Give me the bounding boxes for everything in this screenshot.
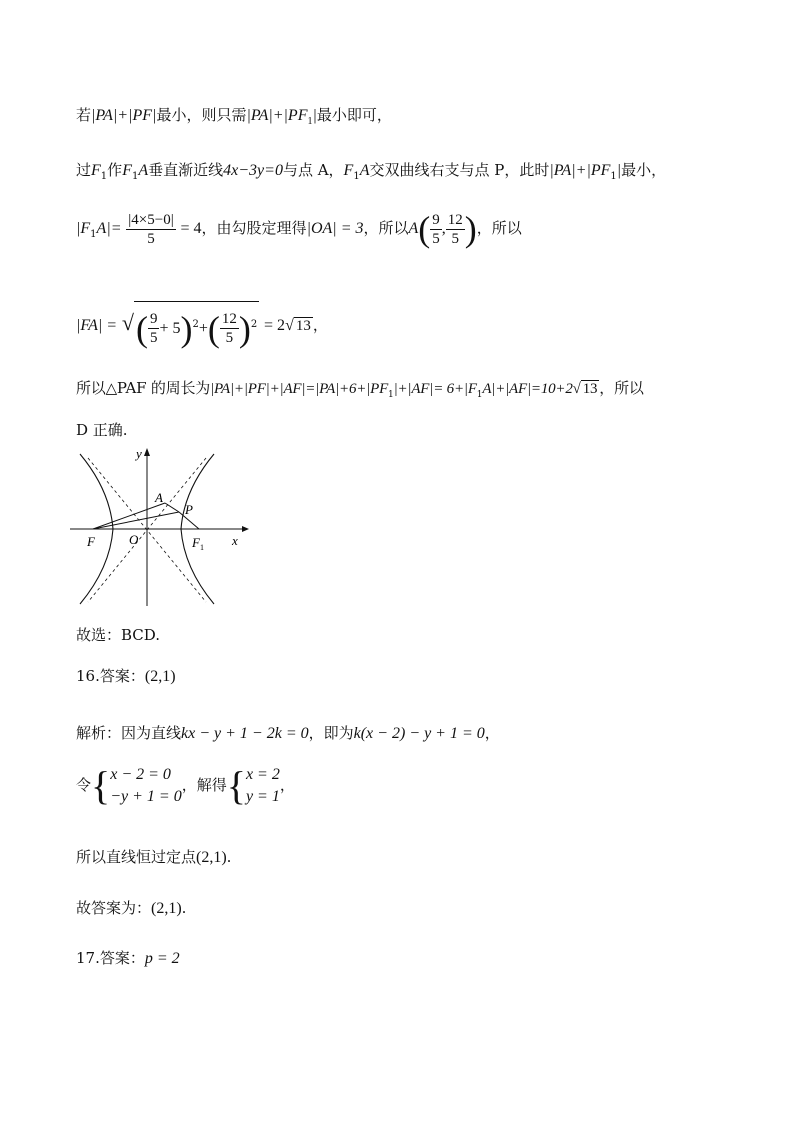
text: 若 (76, 106, 92, 124)
fraction (220, 310, 239, 347)
math-sub: 1 (476, 390, 483, 400)
fraction-numerator: 12 (447, 211, 463, 228)
math: kx − y + 1 − 2k = 0 (181, 725, 309, 742)
math: p = 2 (144, 950, 180, 967)
text: 与点 A， (282, 161, 344, 179)
text-line-2 (76, 158, 666, 189)
math: 4x−3y=0 (223, 162, 283, 179)
math: = 4 (180, 220, 202, 237)
math: A|+|AF|=10+2 (482, 381, 573, 397)
math: |F (76, 220, 91, 237)
math: F (343, 162, 354, 179)
equation: x − 2 = 0 (110, 766, 171, 783)
text-line-13 (76, 946, 180, 971)
fraction-denominator: 5 (149, 330, 158, 346)
math-sub: 1 (610, 171, 617, 182)
math-sub: 1 (307, 116, 313, 127)
text-line-6 (76, 418, 128, 442)
brace: { (91, 763, 111, 808)
label-F: F (87, 534, 95, 549)
label-F1-sub: 1 (200, 543, 204, 552)
text: 解析：因为直线 (76, 724, 182, 742)
fraction-denominator: 5 (432, 230, 440, 247)
text: ，所以 (599, 379, 644, 397)
text: 过 (76, 161, 92, 179)
text: 最小即可， (316, 106, 392, 124)
brace: { (226, 763, 246, 808)
segment-AP (165, 503, 179, 512)
text-line-7 (76, 623, 160, 647)
math: (2,1) (151, 900, 182, 917)
text: 最小，则只需 (156, 106, 247, 124)
text: . (226, 848, 232, 866)
paren-open: ( (207, 308, 220, 349)
fraction-numerator: 9 (432, 211, 440, 228)
sqrt-sign: √ (285, 317, 294, 334)
text: ，即为 (308, 724, 354, 742)
math: |OA| = 3 (306, 220, 364, 237)
text: ， (484, 724, 500, 742)
paren-close: ) (238, 308, 251, 349)
label-x: x (232, 533, 238, 548)
text-line-4 (76, 300, 328, 352)
text: 所以直线恒过定点 (76, 848, 197, 866)
text: 16.答案： (76, 667, 145, 685)
math: (2,1) (144, 668, 176, 685)
label-F1: F (192, 535, 200, 550)
text: 故选：BCD. (76, 626, 161, 644)
text: ， (312, 316, 328, 334)
math: + 5 (159, 319, 181, 337)
fraction (446, 211, 465, 248)
segment-FP (93, 512, 179, 529)
sqrt-body (134, 301, 259, 352)
paren-open: ( (418, 209, 431, 249)
text-line-10 (76, 762, 295, 809)
text: ， (279, 776, 295, 794)
text: ，所以 (476, 219, 522, 237)
math: (2,1) (196, 849, 227, 866)
fraction (430, 211, 442, 248)
fraction-numerator: 9 (149, 311, 158, 327)
paren-open: ( (135, 308, 148, 349)
sqrt-sign: √ (121, 310, 134, 335)
equation-system (110, 764, 182, 808)
math: |FA| = (76, 317, 118, 334)
text-line-9 (76, 721, 500, 746)
text: ，由勾股定理得 (201, 219, 307, 237)
equation: x = 2 (245, 766, 280, 783)
sqrt-radicand: 13 (295, 318, 311, 334)
fraction-denominator: 5 (147, 230, 155, 247)
math: A (138, 162, 149, 179)
math: A (359, 162, 370, 179)
equation: y = 1 (245, 788, 280, 805)
paren-close: ) (180, 308, 193, 349)
math: | (616, 162, 622, 179)
math: |PA|+|PF (246, 107, 308, 124)
sqrt-radicand: 13 (582, 381, 598, 397)
math-sup: 2 (192, 318, 199, 330)
math: F (91, 162, 101, 179)
text: 令 (76, 776, 92, 794)
paren-close: ) (464, 209, 477, 249)
text: 垂直渐近线 (148, 161, 224, 179)
math-sub: 1 (388, 390, 394, 400)
text-line-11 (76, 845, 231, 870)
text: 故答案为： (76, 899, 152, 917)
x-axis-arrow (242, 526, 249, 532)
math: F (122, 162, 132, 179)
text: ，所以 (363, 219, 409, 237)
text-line-5 (76, 376, 644, 407)
label-P: P (185, 502, 193, 517)
math: = 2 (264, 317, 286, 334)
math: k(x − 2) − y + 1 = 0 (353, 725, 485, 742)
segment-FA (93, 503, 165, 529)
math-sub: 1 (131, 171, 139, 182)
math: , (441, 220, 446, 237)
label-A: A (155, 490, 163, 505)
math: + (198, 319, 208, 337)
math: | (312, 107, 317, 124)
equation: −y + 1 = 0 (110, 788, 182, 805)
text: . (181, 899, 187, 917)
y-axis-arrow (144, 448, 150, 456)
math: A|= (96, 220, 122, 237)
text-line-12 (76, 896, 186, 921)
text-line-8 (76, 664, 176, 689)
math-sup: 2 (250, 318, 258, 330)
fraction-numerator: |4×5−0| (128, 211, 174, 228)
fraction-denominator: 5 (225, 330, 234, 346)
fraction-numerator: 12 (221, 311, 237, 327)
label-O: O (129, 532, 139, 547)
text: 17.答案： (76, 949, 145, 967)
text: 交双曲线右支与点 P，此时 (369, 161, 550, 179)
equation-system (246, 764, 280, 808)
math: |+|AF|= 6+|F (393, 381, 477, 397)
label-y: y (136, 446, 142, 461)
text: ，解得 (181, 776, 227, 794)
math: A (408, 220, 419, 237)
math: |PA|+|PF|+|AF|=|PA|+6+|PF (210, 381, 389, 397)
text: 所以△PAF 的周长为 (76, 379, 211, 397)
math: |PA|+|PF (549, 162, 611, 179)
fraction (148, 310, 160, 347)
math-sub: 1 (100, 171, 108, 182)
text-line-3 (76, 208, 522, 255)
math-sub: 1 (353, 171, 360, 182)
sqrt-sign: √ (572, 381, 581, 397)
text-line-1 (76, 103, 392, 134)
math: |PA|+|PF| (91, 107, 157, 124)
text: 最小， (621, 161, 667, 179)
text: 作 (107, 161, 123, 179)
hyperbola-figure (66, 446, 252, 606)
text: D 正确. (76, 421, 128, 439)
fraction-denominator: 5 (451, 230, 460, 247)
math-sub: 1 (90, 229, 97, 240)
fraction (126, 211, 175, 248)
